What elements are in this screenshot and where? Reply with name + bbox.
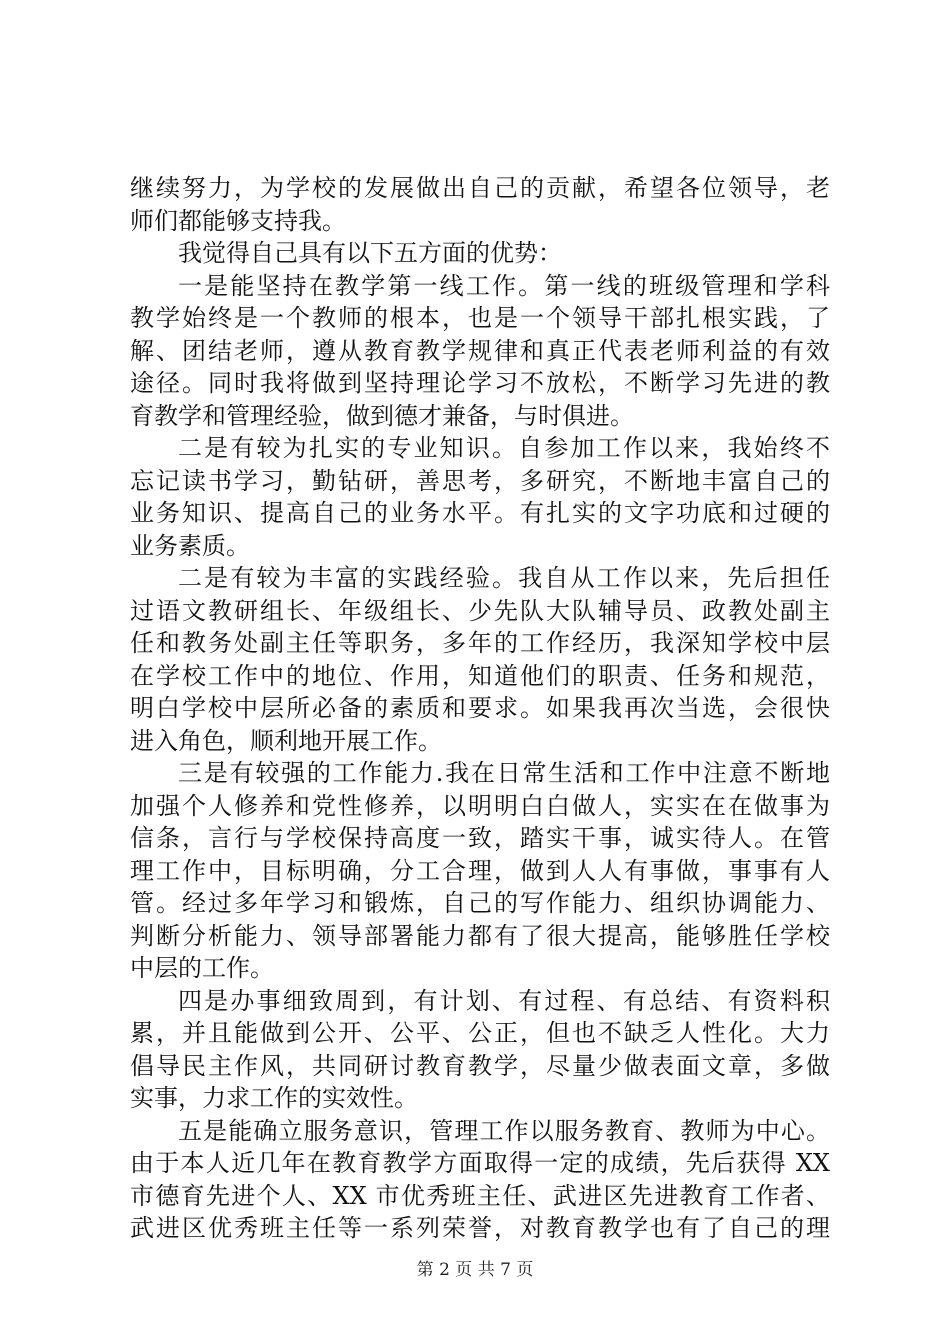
text-line: 在学校工作中的地位、作用，知道他们的职责、任务和规范， (130, 661, 830, 690)
text-line: 忘记读书学习，勤钻研，善思考，多研究，不断地丰富自己的 (130, 466, 830, 495)
text-line: 过语文教研组长、年级组长、少先队大队辅导员、政教处副主 (130, 596, 830, 625)
text-line: 理工作中，目标明确，分工合理，做到人人有事做，事事有人 (130, 856, 830, 885)
text-line: 解、团结老师，遵从教育教学规律和真正代表老师利益的有效 (130, 336, 830, 365)
text-line: 业务素质。 (130, 531, 250, 560)
text-line: 武进区优秀班主任等一系列荣誉，对教育教学也有了自己的理 (130, 1214, 830, 1242)
text-line: 信条，言行与学校保持高度一致，踏实干事，诚实待人。在管 (130, 824, 830, 852)
document-body (130, 172, 830, 1245)
text-line: 四是办事细致周到，有计划、有过程、有总结、有资料积 (178, 986, 830, 1015)
text-line: 中层的工作。 (130, 954, 274, 982)
text-line: 教学始终是一个教师的根本，也是一个领导干部扎根实践，了 (130, 304, 830, 332)
text-line: 我觉得自己具有以下五方面的优势： (178, 239, 562, 267)
text-line: 判断分析能力、领导部署能力都有了很大提高，能够胜任学校 (130, 921, 830, 950)
text-line: 业务知识、提高自己的业务水平。有扎实的文字功底和过硬的 (130, 499, 830, 527)
text-line: 育教学和管理经验，做到德才兼备，与时俱进。 (130, 401, 634, 430)
text-line: 途径。同时我将做到坚持理论学习不放松，不断学习先进的教 (130, 369, 830, 397)
text-line: 由于本人近几年在教育教学方面取得一定的成绩，先后获得 XX (130, 1149, 830, 1177)
text-line: 任和教务处副主任等职务，多年的工作经历，我深知学校中层 (130, 629, 830, 657)
text-line: 市德育先进个人、XX 市优秀班主任、武进区先进教育工作者、 (130, 1181, 830, 1210)
text-line: 师们都能够支持我。 (130, 206, 346, 235)
text-line: 继续努力，为学校的发展做出自己的贡献，希望各位领导，老 (130, 174, 830, 202)
text-line: 一是能坚持在教学第一线工作。第一线的班级管理和学科 (178, 271, 830, 300)
text-line: 三是有较强的工作能力.我在日常生活和工作中注意不断地 (178, 759, 830, 787)
text-line: 加强个人修养和党性修养，以明明白白做人，实实在在做事为 (130, 791, 830, 820)
text-line: 五是能确立服务意识，管理工作以服务教育、教师为中心。 (178, 1116, 830, 1145)
text-line: 管。经过多年学习和锻炼，自己的写作能力、组织协调能力、 (130, 889, 830, 917)
text-line: 倡导民主作风，共同研讨教育教学，尽量少做表面文章，多做 (130, 1051, 830, 1080)
text-line: 二是有较为丰富的实践经验。我自从工作以来，先后担任 (178, 564, 830, 592)
text-line: 进入角色，顺利地开展工作。 (130, 726, 442, 755)
page-number: 第 2 页 共 7 页 (416, 1260, 534, 1280)
text-line: 累，并且能做到公开、公平、公正，但也不缺乏人性化。大力 (130, 1019, 830, 1047)
text-line: 实事，力求工作的实效性。 (130, 1084, 418, 1112)
text-line: 二是有较为扎实的专业知识。自参加工作以来，我始终不 (178, 434, 830, 462)
text-line: 明白学校中层所必备的素质和要求。如果我再次当选，会很快 (130, 694, 830, 722)
